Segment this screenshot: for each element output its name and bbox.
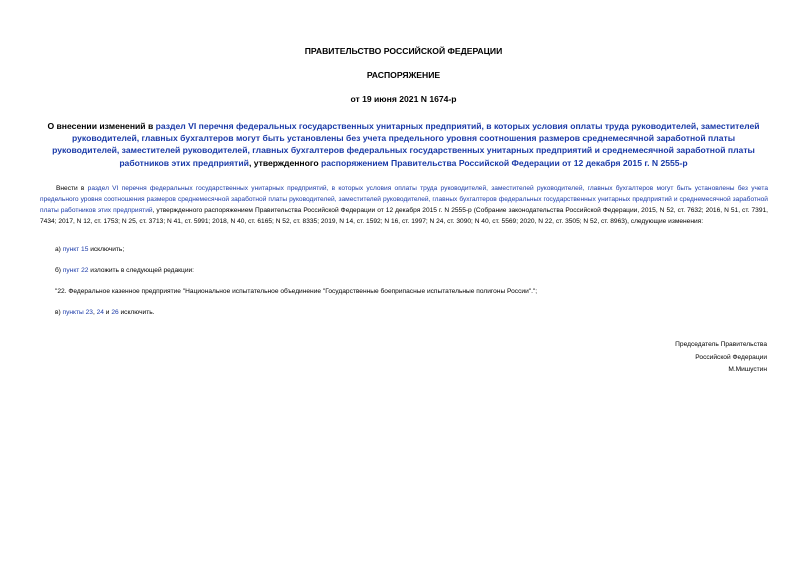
body-link-section-vi[interactable]: раздел VI перечня федеральных государственных унитарных предприятий, в которых условия оплаты труда руководителей, заместителей руководителей, главных бухгалтеров могут быть установлены без учета предельного уровня соотношения размеров среднемесячной заработной платы руководителей, заместителей руководителей, главных бухгалтеров федеральных государственных унитарных предприятий и среднемесячной заработной платы работников этих предприятий [40,185,768,214]
title-link-section-vi[interactable]: раздел VI перечня федеральных государственных унитарных предприятий, в которых условия оплаты труда руководителей, заместителей руководителей, главных бухгалтеров могут быть установлены без учета предельного уровня соотношения размеров среднемесячной заработной платы руководителей, заместителей руководителей, главных бухгалтеров федеральных государственных унитарных предприятий и среднемесячной заработной платы работников этих предприятий [52,121,760,168]
link-punkt-22[interactable]: пункт 22 [62,267,89,274]
item-c-suffix: исключить. [118,309,155,316]
government-header: ПРАВИТЕЛЬСТВО РОССИЙСКОЙ ФЕДЕРАЦИИ [304,46,503,56]
item-b-prefix: б) [55,267,63,274]
body-paragraph [40,183,768,227]
document-type: РАСПОРЯЖЕНИЕ [366,70,441,80]
item-c-separator-2: и [103,309,112,316]
link-punkt-15[interactable]: пункт 15 [62,246,89,253]
link-punkt-24[interactable]: 24 [96,309,104,316]
signature-position-2: Российской Федерации [695,353,767,361]
signature-name: М.Мишустин [728,366,767,373]
list-item-c [55,307,154,318]
item-c-separator-1: , [92,309,97,316]
list-item-b [55,265,194,276]
document-date-number: от 19 июня 2021 N 1674-р [350,94,457,104]
quoted-new-text: "22. Федеральное казенное предприятие "Национальное испытательное объединение "Государственные боеприпасные испытательные полигоны России"."; [55,288,538,295]
document-title [46,120,761,169]
title-text-2: , утвержденного [248,157,321,168]
item-a-suffix: исключить; [88,246,125,253]
item-b-suffix: изложить в следующей редакции: [88,267,195,274]
list-item-a [55,244,124,255]
title-text-1: О внесении изменений в [47,121,156,131]
body-text-2: , утвержденного распоряжением Правительства Российской Федерации от 12 декабря 2015 г. N 2555-р (Собрание законодательства Российской Федерации, 2015, N 52, ст. 7632; 2016, N 51, ст. 7391, 7434; 2017, N 12, ст. 1753; N 25, ст. 3713; N 41, ст. 5991; 2018, N 40, ст. 6165; N 52, ст. 8335; 2019, N 14, ст. 1592; N 16, ст. 1997; N 24, ст. 3090; N 40, ст. 5569; 2020, N 22, ст. 3505; N 52, ст. 8963), следующие изменения: [40,207,768,225]
title-link-decree[interactable]: распоряжением Правительства Российской Федерации от 12 декабря 2015 г. N 2555-р [320,157,688,168]
item-a-prefix: а) [55,246,63,253]
link-punkty-23[interactable]: пункты 23 [62,309,93,316]
body-text-1: Внести в [56,185,88,192]
item-c-prefix: в) [55,309,63,316]
link-punkt-26[interactable]: 26 [111,309,119,316]
signature-position-1: Председатель Правительства [675,341,767,348]
signature-block [567,339,767,377]
